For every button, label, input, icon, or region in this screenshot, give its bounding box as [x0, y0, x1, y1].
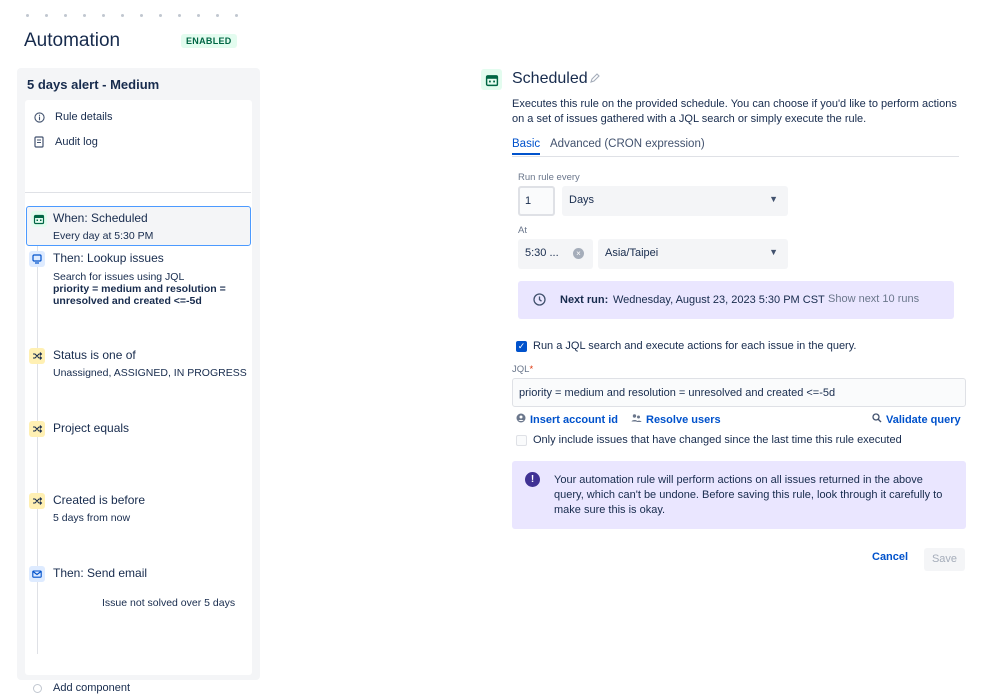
insert-account-id-label: Insert account id [530, 413, 619, 426]
component-created-condition[interactable] [25, 493, 251, 533]
shuffle-icon [29, 348, 45, 364]
shuffle-icon [29, 493, 45, 509]
status-badge: ENABLED [181, 34, 237, 48]
lookup-jql: priority = medium and resolution = unresolved and created <=-5d [53, 283, 226, 307]
next-run-banner [518, 281, 954, 319]
insert-account-id-link[interactable] [516, 413, 618, 426]
resolve-users-label: Resolve users [646, 413, 721, 426]
run-every-label: Run rule every [518, 172, 580, 183]
timezone-value: Asia/Taipei [605, 247, 659, 259]
search-icon [872, 413, 882, 426]
page-title: Automation [24, 30, 121, 51]
add-component-button[interactable] [33, 682, 130, 694]
user-icon [516, 413, 526, 426]
component-project-condition[interactable] [25, 421, 251, 441]
edit-pencil-icon[interactable] [589, 72, 601, 87]
mail-icon [29, 566, 45, 582]
warning-banner [512, 461, 966, 529]
at-label: At [518, 225, 527, 236]
component-title: Status is one of [53, 348, 136, 362]
tab-basic[interactable]: Basic [512, 138, 541, 150]
timezone-select[interactable] [598, 239, 788, 269]
next-run-label: Next run: [560, 294, 609, 306]
clock-icon [533, 293, 546, 306]
jql-search-checkbox[interactable]: ✓ [517, 341, 526, 351]
component-title: Created is before [53, 493, 146, 507]
rule-details-link[interactable] [33, 111, 112, 123]
tab-advanced[interactable]: Advanced (CRON expression) [550, 138, 705, 150]
divider [25, 192, 251, 193]
changed-only-checkbox-label: Only include issues that have changed since the last time this rule executed [533, 434, 902, 446]
run-every-unit-select[interactable] [562, 186, 788, 216]
exclamation-icon: ! [525, 472, 540, 487]
add-circle-icon [33, 684, 42, 693]
rule-sidebar [17, 68, 260, 694]
run-every-unit-value: Days [569, 194, 595, 206]
component-status-condition[interactable] [25, 348, 251, 388]
shuffle-icon [29, 421, 45, 437]
people-icon [631, 413, 642, 426]
chevron-down-icon: ▼ [769, 194, 778, 204]
rule-component-list [25, 100, 252, 694]
time-value: 5:30 ... [525, 247, 559, 259]
component-title: Then: Lookup issues [53, 251, 164, 265]
component-subtitle: Unassigned, ASSIGNED, IN PROGRESS [53, 367, 247, 379]
clear-icon[interactable]: × [573, 248, 584, 259]
panel-description: Executes this rule on the provided schedule. You can choose if you'd like to perform actions on a set of issues gathered with a JQL search or simply execute the rule. [512, 98, 957, 125]
calendar-icon [481, 69, 502, 90]
component-title: Then: Send email [53, 566, 148, 580]
lookup-description: Search for issues using JQL [53, 271, 185, 283]
resolve-users-link[interactable] [631, 413, 721, 426]
run-every-input[interactable]: 1 [518, 186, 555, 216]
component-title: When: Scheduled [53, 211, 148, 225]
time-select[interactable] [518, 239, 593, 269]
monitor-icon [29, 251, 45, 267]
audit-log-label: Audit log [55, 136, 98, 148]
component-subtitle [53, 271, 248, 307]
jql-input[interactable]: priority = medium and resolution = unresolved and created <=-5d [512, 378, 966, 407]
info-icon [33, 111, 45, 123]
component-subtitle: 5 days from now [53, 512, 131, 524]
document-icon [33, 136, 45, 148]
rule-details-label: Rule details [55, 111, 113, 123]
changed-only-checkbox[interactable] [516, 435, 527, 446]
jql-field-label [512, 364, 533, 375]
panel-title: Scheduled [512, 70, 588, 87]
warning-text: Your automation rule will perform actions on all issues returned in the above query, which can't be undone. Before saving this rule, look through it carefully to make sure this is okay. [554, 474, 943, 516]
validate-query-link[interactable] [872, 413, 961, 426]
component-when-scheduled[interactable] [26, 206, 251, 246]
add-component-label: Add component [53, 682, 131, 694]
component-subtitle: Issue not solved over 5 days [102, 597, 236, 609]
component-title: Project equals [53, 421, 130, 435]
validate-query-label: Validate query [886, 413, 961, 426]
show-next-runs-link[interactable]: Show next 10 runs [828, 293, 920, 305]
jql-label-text: JQL [512, 364, 530, 375]
component-subtitle: Every day at 5:30 PM [53, 230, 154, 242]
calendar-icon [31, 211, 47, 227]
component-lookup-issues[interactable] [25, 251, 251, 311]
cancel-button[interactable]: Cancel [872, 551, 909, 563]
save-button[interactable]: Save [924, 548, 965, 571]
audit-log-link[interactable] [33, 136, 98, 148]
chevron-down-icon: ▼ [769, 247, 778, 257]
required-marker: * [529, 364, 534, 375]
next-run-value: Wednesday, August 23, 2023 5:30 PM CST [613, 294, 825, 306]
jql-search-checkbox-label: Run a JQL search and execute actions for each issue in the query. [533, 340, 857, 352]
component-send-email[interactable] [25, 566, 251, 616]
tab-bar [512, 138, 959, 157]
rule-name: 5 days alert - Medium [27, 77, 160, 92]
top-decoration [26, 14, 246, 18]
